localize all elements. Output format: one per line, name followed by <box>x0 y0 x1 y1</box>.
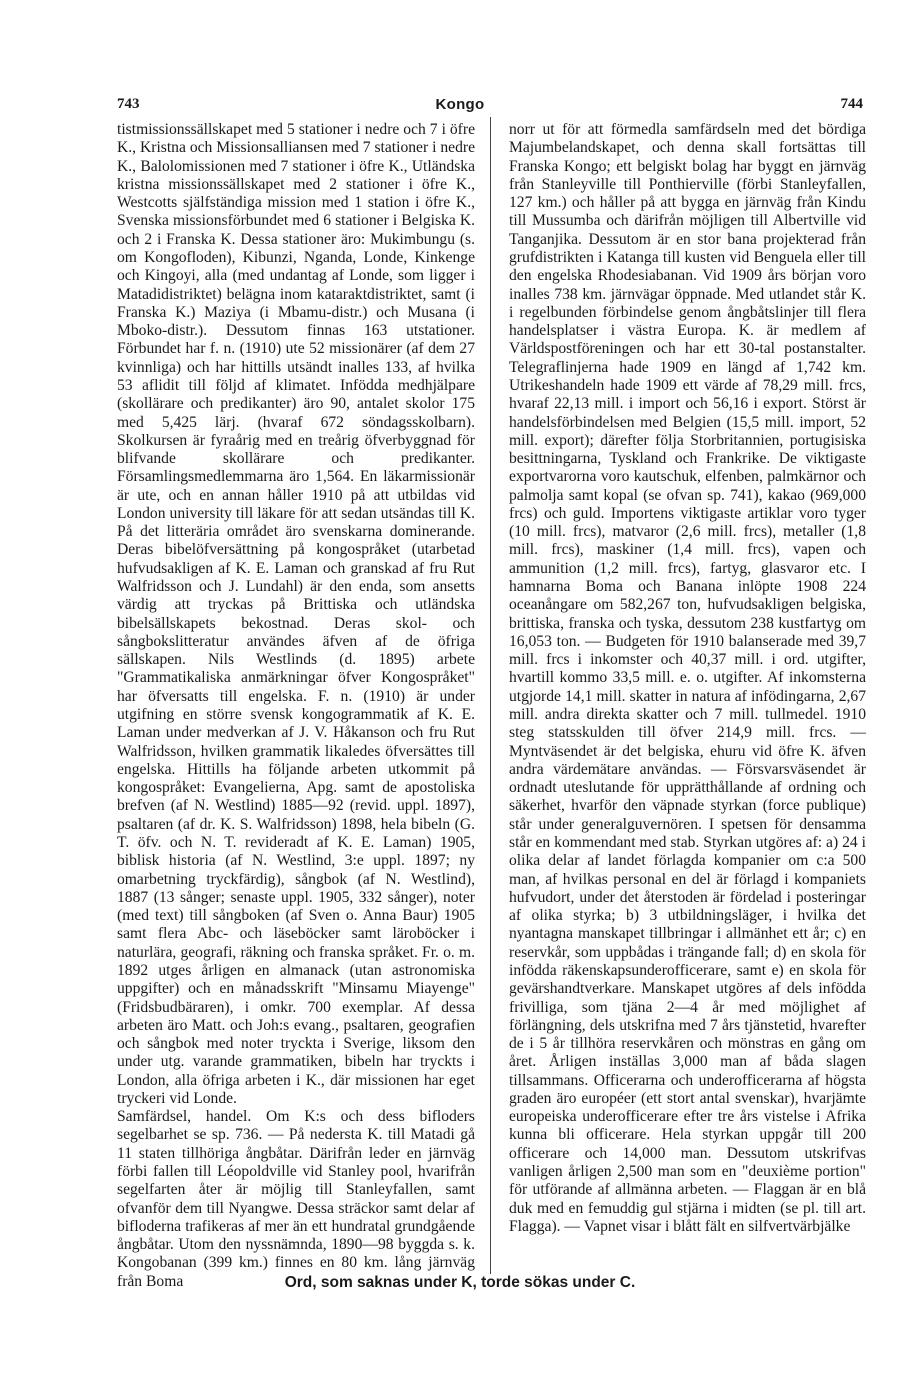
running-head-title: Kongo <box>435 96 485 113</box>
right-column <box>509 121 866 1269</box>
economy-defence-paragraph: norr ut för att förmedla samfärdseln med det bördiga Majumbelandskapet, och denna skall fortsättas till Franska Kongo; ett belgiskt bolag har byggt en järnväg från Stanleyville till Ponthierville (förbi Stanleyfallen, 127 km.) och håller på att bygga en järnväg från Kindu till Mussumba och därifrån möjligen till Albertville vid Tanganjika. Dessutom är en stor bana projekterad från grufdistrikten i Katanga till kusten vid Benguela eller till den engelska Rhodesiabanan. Vid 1909 års början voro inalles 738 km. järnvägar öppnade. Med utlandet står K. i regelbunden förbindelse genom ångbåtslinjer till flera handelsplatser i västra Europa. K. är medlem af Världspostföreningen och har ett 30-tal postanstalter. Telegraflinjerna hade 1909 en längd af 1,742 km. Utrikeshandeln hade 1909 ett värde af 78,29 mill. frcs, hvaraf 22,13 mill. i import och 56,16 i export. Störst är handelsförbindelsen med Belgien (15,5 mill. import, 52 mill. export); därefter följa Storbritannien, portugisiska besittningarna, Tyskland och Frankrike. De viktigaste exportvarorna voro kautschuk, elfenben, palmkärnor och palmolja samt kopal (se ofvan sp. 741), kakao (969,000 frcs) och guld. Importens viktigaste artiklar voro tyger (10 mill. frcs), matvaror (2,6 mill. frcs), metaller (1,8 mill. frcs), maskiner (1,4 mill. frcs), vapen och ammunition (1,2 mill. frcs), fartyg, glasvaror etc. I hamnarna Boma och Banana inlöpte 1908 224 oceanångare om 582,267 ton, hufvudsakligen belgiska, brittiska, franska och tyska, dessutom 238 kustfartyg om 16,053 ton. — Budgeten för 1910 balanserade med 39,7 mill. frcs i inkomster och 40,37 mill. i ord. utgifter, hvartill kommo 33,5 mill. e. o. utgifter. Af inkomsterna utgjorde 14,1 mill. skatter in natura af infödingarna, 2,67 mill. andra direkta skatter och 7 mill. tullmedel. 1910 steg statsskulden till öfver 214,9 mill. frcs. — Myntväsendet är det belgiska, ehuru vid öfre K. äfven andra värdemätare användas. — Försvarsväsendet är ordnadt uteslutande för upprätthållande af ordning och säkerhet, hvarför den väpnade styrkan (force publique) står under generalguvernören. I spetsen för densamma står en kommendant med stab. Styrkan utgöres af: a) 24 i olika delar af landet förlagda kompanier om c:a 500 man, af hvilkas personal en del är förlagd i kompaniets hufvudort, under det återstoden är fördelad i posteringar af olika styrka; b) 3 utbildningsläger, i hvilka det nyantagna manskapet tillbringar i allmänhet ett år; c) en reservkår, som uppbådas i trängande fall; d) en skola för infödda räkenskapsunderofficerare, samt e) en skola för gevärshandtverkare. Manskapet utgöres af dels infödda frivilliga, som tjäna 2—4 år med möjlighet af förlängning, dels utskrifna med 7 års tjänstetid, hvarefter de i 5 år tillhöra reservkåren och mönstras en gång om året. Årligen inställas 3,000 man af båda slagen tillsammans. Officerarna och underofficerarna af högsta graden äro européer (ett stort antal svenskar), hvarjämte europeiska underofficerare efter tre års vistelse i Afrika kunna bli officerare. Hela styrkan uppgår till 200 officerare och 14,000 man. Dessutom utskrifvas vanligen årligen 2,500 man som en "deuxième portion" för utförande af allmänna arbeten. — Flaggan är en blå duk med en femuddig gul stjärna i midten (se pl. till art. Flagga). — Vapnet visar i blått fält en silfvertvärbjälke <box>509 121 866 1235</box>
page-number-right: 744 <box>840 96 863 112</box>
page-number-left: 743 <box>117 96 140 112</box>
communications-trade-paragraph: Samfärdsel, handel. Om K:s och dess bifloders segelbarhet se sp. 736. — På nedersta K. till Matadi gå 11 staten tillhöriga ångbåtar. Därifrån leder en järnväg förbi fallen till Léopoldville vid Stanley pool, hvarifrån segelfarten åter är möjlig till Stanleyfallen, samt ofvanför dem till Nyangwe. Dessa sträckor samt delar af bifloderna trafikeras af mer än ett hundratal grundgående ångbåtar. Utom den nyssnämnda, 1890—98 byggda s. k. Kongobanan (399 km.) finnes en 80 km. lång järnväg från Boma <box>117 1108 475 1290</box>
mission-paragraph: tistmissionssällskapet med 5 stationer i nedre och 7 i öfre K., Kristna och Missionsalliansen med 7 stationer i nedre K., Balolomissionen med 7 stationer i öfre K., Utländska kristna missionssällskapet med 2 stationer i öfre K., Westcotts själfständiga mission med 1 station i öfre K., Svenska missionsförbundet med 6 stationer i Belgiska K. och 2 i Franska K. Dessa stationer äro: Mukimbungu (s. om Kongofloden), Kibunzi, Nganda, Londe, Kinkenge och Kingoyi, alla (med undantag af Londe, som ligger i Matadidistriktet) belägna inom kataraktdistriktet, samt (i Franska K.) Maziya (i Mbamu-distr.) och Musana (i Mboko-distr.). Dessutom finnas 163 utstationer. Förbundet har f. n. (1910) ute 52 missionärer (af dem 27 kvinnliga) och har hittills utsändt inalles 133, af hvilka 53 aflidit till följd af klimatet. Infödda medhjälpare (skollärare och predikanter) äro 90, antalet skolor 175 med 5,425 lärj. (hvaraf 672 söndagsskolbarn). Skolkursen är fyraårig med en treårig öfverbyggnad för blifvande skollärare och predikanter. Församlingsmedlemmarna äro 1,564. En läkarmissionär är ute, och en annan håller 1910 på att utbildas vid London university till läkare för att sedan utsändas till K. På det litteräria området äro svenskarna dominerande. Deras bibelöfversättning på kongospråket (utarbetad hufvudsakligen af K. E. Laman och granskad af fru Rut Walfridsson och J. Lundahl) är den enda, som ansetts värdig att tryckas på Brittiska och utländska bibelsällskapets bekostnad. Deras skol- och sångbokslitteratur användes äfven af de öfriga sällskapen. Nils Westlinds (d. 1895) arbete "Grammatikaliska anmärkningar öfver Kongospråket" har öfversatts till engelska. F. n. (1910) är under utgifning en större svensk kongogrammatik af K. E. Laman under medverkan af J. V. Håkanson och fru Rut Walfridsson, hvilken grammatik likaledes öfversättes till engelska. Hittills ha följande arbeten utkommit på kongospråket: Evangelierna, Apg. samt de apostoliska brefven (af N. Westlind) 1885—92 (revid. uppl. 1897), psaltaren (af dr. K. S. Walfridsson) 1898, hela bibeln (G. T. öfv. och N. T. revideradt af K. E. Laman) 1905, biblisk historia (af N. Westlind, 3:e uppl. 1897; ny omarbetning tryckfärdig), sångbok (af N. Westlind), 1887 (13 sånger; senaste uppl. 1905, 332 sånger), noter (med text) till sångboken (af Sven o. Anna Baur) 1905 samt flera Abc- och läseböcker samt läroböcker i naturlära, geografi, räkning och franska språket. Fr. o. m. 1892 utges årligen en almanack (utan astronomiska uppgifter) och en månadsskrift "Minsamu Miayenge" (Fridsbudbäraren), i omkr. 700 exemplar. Af dessa arbeten äro Matt. och Joh:s evang., psaltaren, geografien och sångbok med noter tryckta i Sverige, liksom den under utg. varande grammatiken, bibeln har tryckts i London, alla öfriga arbeten i K., där missionen har eget tryckeri vid Londe. <box>117 121 475 1107</box>
footer-note: Ord, som saknas under K, torde sökas under C. <box>284 1274 636 1291</box>
column-divider <box>490 117 491 1274</box>
